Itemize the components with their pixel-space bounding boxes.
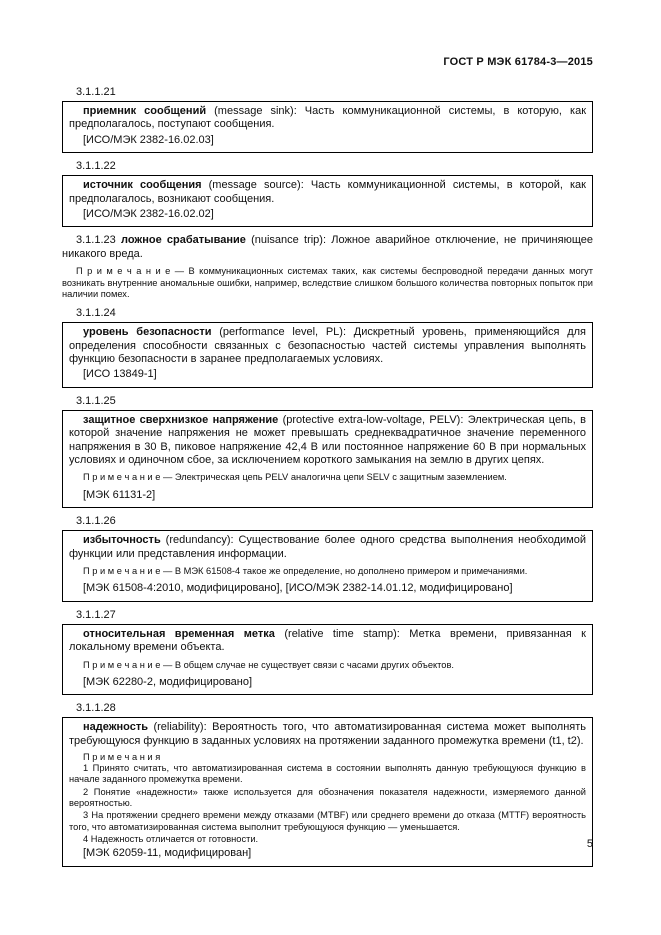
note-paragraph: П р и м е ч а н и е — В общем случае не существует связи с часами других объектов. (83, 659, 455, 670)
definition-box-3-1-1-24 (62, 322, 593, 388)
source-reference: [МЭК 61131-2] (83, 488, 156, 501)
note-paragraph: П р и м е ч а н и е — В коммуникационных системах таких, как системы беспроводной передачи данных могут возникать внутренние аномальные ошибки, например, вследствие слишком большого количества повторных попыток при наличии помех. (62, 266, 593, 299)
term-text: приемник сообщений (83, 105, 207, 117)
source-reference: [МЭК 62280-2, модифицировано] (83, 675, 253, 688)
term-text: избыточность (83, 534, 161, 547)
definition-paragraph (69, 326, 586, 366)
definition-paragraph-3-1-1-23 (62, 234, 593, 261)
source-reference: [ИСО/МЭК 2382-16.02.03] (83, 133, 214, 146)
definition-box-3-1-1-21 (62, 101, 593, 153)
definition-text: (relative time stamp): Метка времени, привязанная к локальному времени объекта. (69, 627, 586, 654)
definition-box-3-1-1-22 (62, 175, 593, 227)
document-code-header: ГОСТ Р МЭК 61784-3—2015 (443, 56, 593, 68)
definition-text: (message sink): Часть коммуникационной системы, в которую, как предполагалось, поступают сообщения. (69, 105, 587, 131)
definition-text: (redundancy): Существование более одного средства выполнения необходимой функции или представления информации. (69, 534, 586, 560)
term-text: ложное срабатывание (121, 234, 246, 247)
note-item-2: 2 Понятие «надежности» также используется для обозначения показателя надежности, измеряемого данной вероятностью. (69, 786, 586, 809)
definition-box-3-1-1-25 (62, 410, 593, 508)
term-text: надежность (83, 721, 149, 734)
term-text: относительная временная метка (83, 627, 275, 640)
note-item-3: 3 На протяжении среднего времени между отказами (MTBF) или среднего времени до отказа (MTTF) вероятность того, что автоматизированная система выполнит требующуюся функцию — уменьшается. (69, 810, 586, 832)
definition-text: (performance level, PL): Дискретный уровень, применяющийся для определения способности связанных с безопасностью частей системы управления выполнять функцию безопасности в заранее предполагаемых условиях. (69, 326, 586, 366)
section-number-inline: 3.1.1.23 (76, 234, 121, 247)
source-reference: [МЭК 61508-4:2010, модифицировано], [ИСО/МЭК 2382-14.01.12, модифицировано] (83, 582, 513, 595)
note-item-1: 1 Принято считать, что автоматизированная система в состоянии выполнять данную требующуюся функцию в начале заданного промежутка времени. (69, 763, 586, 785)
definition-text: (message source): Часть коммуникационной системы, в которой, как предполагалось, возникают сообщения. (69, 179, 586, 205)
source-reference: [МЭК 62059-11, модифицирован] (83, 847, 252, 860)
definition-box-3-1-1-28 (62, 717, 593, 867)
definition-box-3-1-1-26 (62, 530, 593, 602)
definition-text: (protective extra-low-voltage, PELV): Электрическая цепь, в которой значение напряжения не может превышать среднеквадратичное значение переменного напряжения в 30 В, пиковое напряжение 42,4 В или постоянное напряжение 60 В при нормальных условиях и одиночном сбое, за исключением короткого замыкания на землю в других цепях. (69, 413, 586, 467)
definition-paragraph (69, 721, 586, 748)
section-number-3-1-1-27: 3.1.1.27 (76, 608, 116, 621)
term-text: источник сообщения (83, 179, 202, 192)
section-number-3-1-1-28: 3.1.1.28 (76, 702, 116, 715)
page-number: 5 (586, 838, 593, 850)
source-reference: [ИСО/МЭК 2382-16.02.02] (83, 208, 214, 221)
page-content (62, 56, 593, 873)
definition-text: (reliability): Вероятность того, что автоматизированная система может выполнять требующуюся функцию в заданных условиях на протяжении заданного промежутка времени (t1, t2). (69, 721, 586, 747)
section-number-3-1-1-21: 3.1.1.21 (76, 86, 116, 98)
definition-paragraph (69, 414, 586, 468)
section-number-3-1-1-25: 3.1.1.25 (76, 394, 116, 407)
term-text: защитное сверхнизкое напряжение (83, 413, 279, 426)
note-paragraph: П р и м е ч а н и е — В МЭК 61508-4 такое же определение, но дополнено примером и примечаниями. (83, 566, 528, 577)
definition-box-3-1-1-27 (62, 624, 593, 696)
note-paragraph: П р и м е ч а н и е — Электрическая цепь PELV аналогична цепи SELV с защитным заземлением. (83, 472, 507, 483)
section-number-3-1-1-24: 3.1.1.24 (76, 307, 116, 320)
notes-title: П р и м е ч а н и я (83, 752, 161, 763)
definition-paragraph (69, 105, 586, 132)
section-number-3-1-1-22: 3.1.1.22 (76, 160, 116, 173)
note-item-4: 4 Надежность отличается от готовности. (83, 834, 259, 845)
definition-paragraph (69, 628, 586, 655)
term-text: уровень безопасности (83, 326, 212, 339)
definition-paragraph (69, 534, 586, 561)
definition-text: (nuisance trip): Ложное аварийное отключение, не причиняющее никакого вреда. (62, 234, 593, 260)
source-reference: [ИСО 13849-1] (83, 368, 157, 381)
definition-paragraph (69, 179, 586, 206)
section-number-3-1-1-26: 3.1.1.26 (76, 515, 116, 528)
